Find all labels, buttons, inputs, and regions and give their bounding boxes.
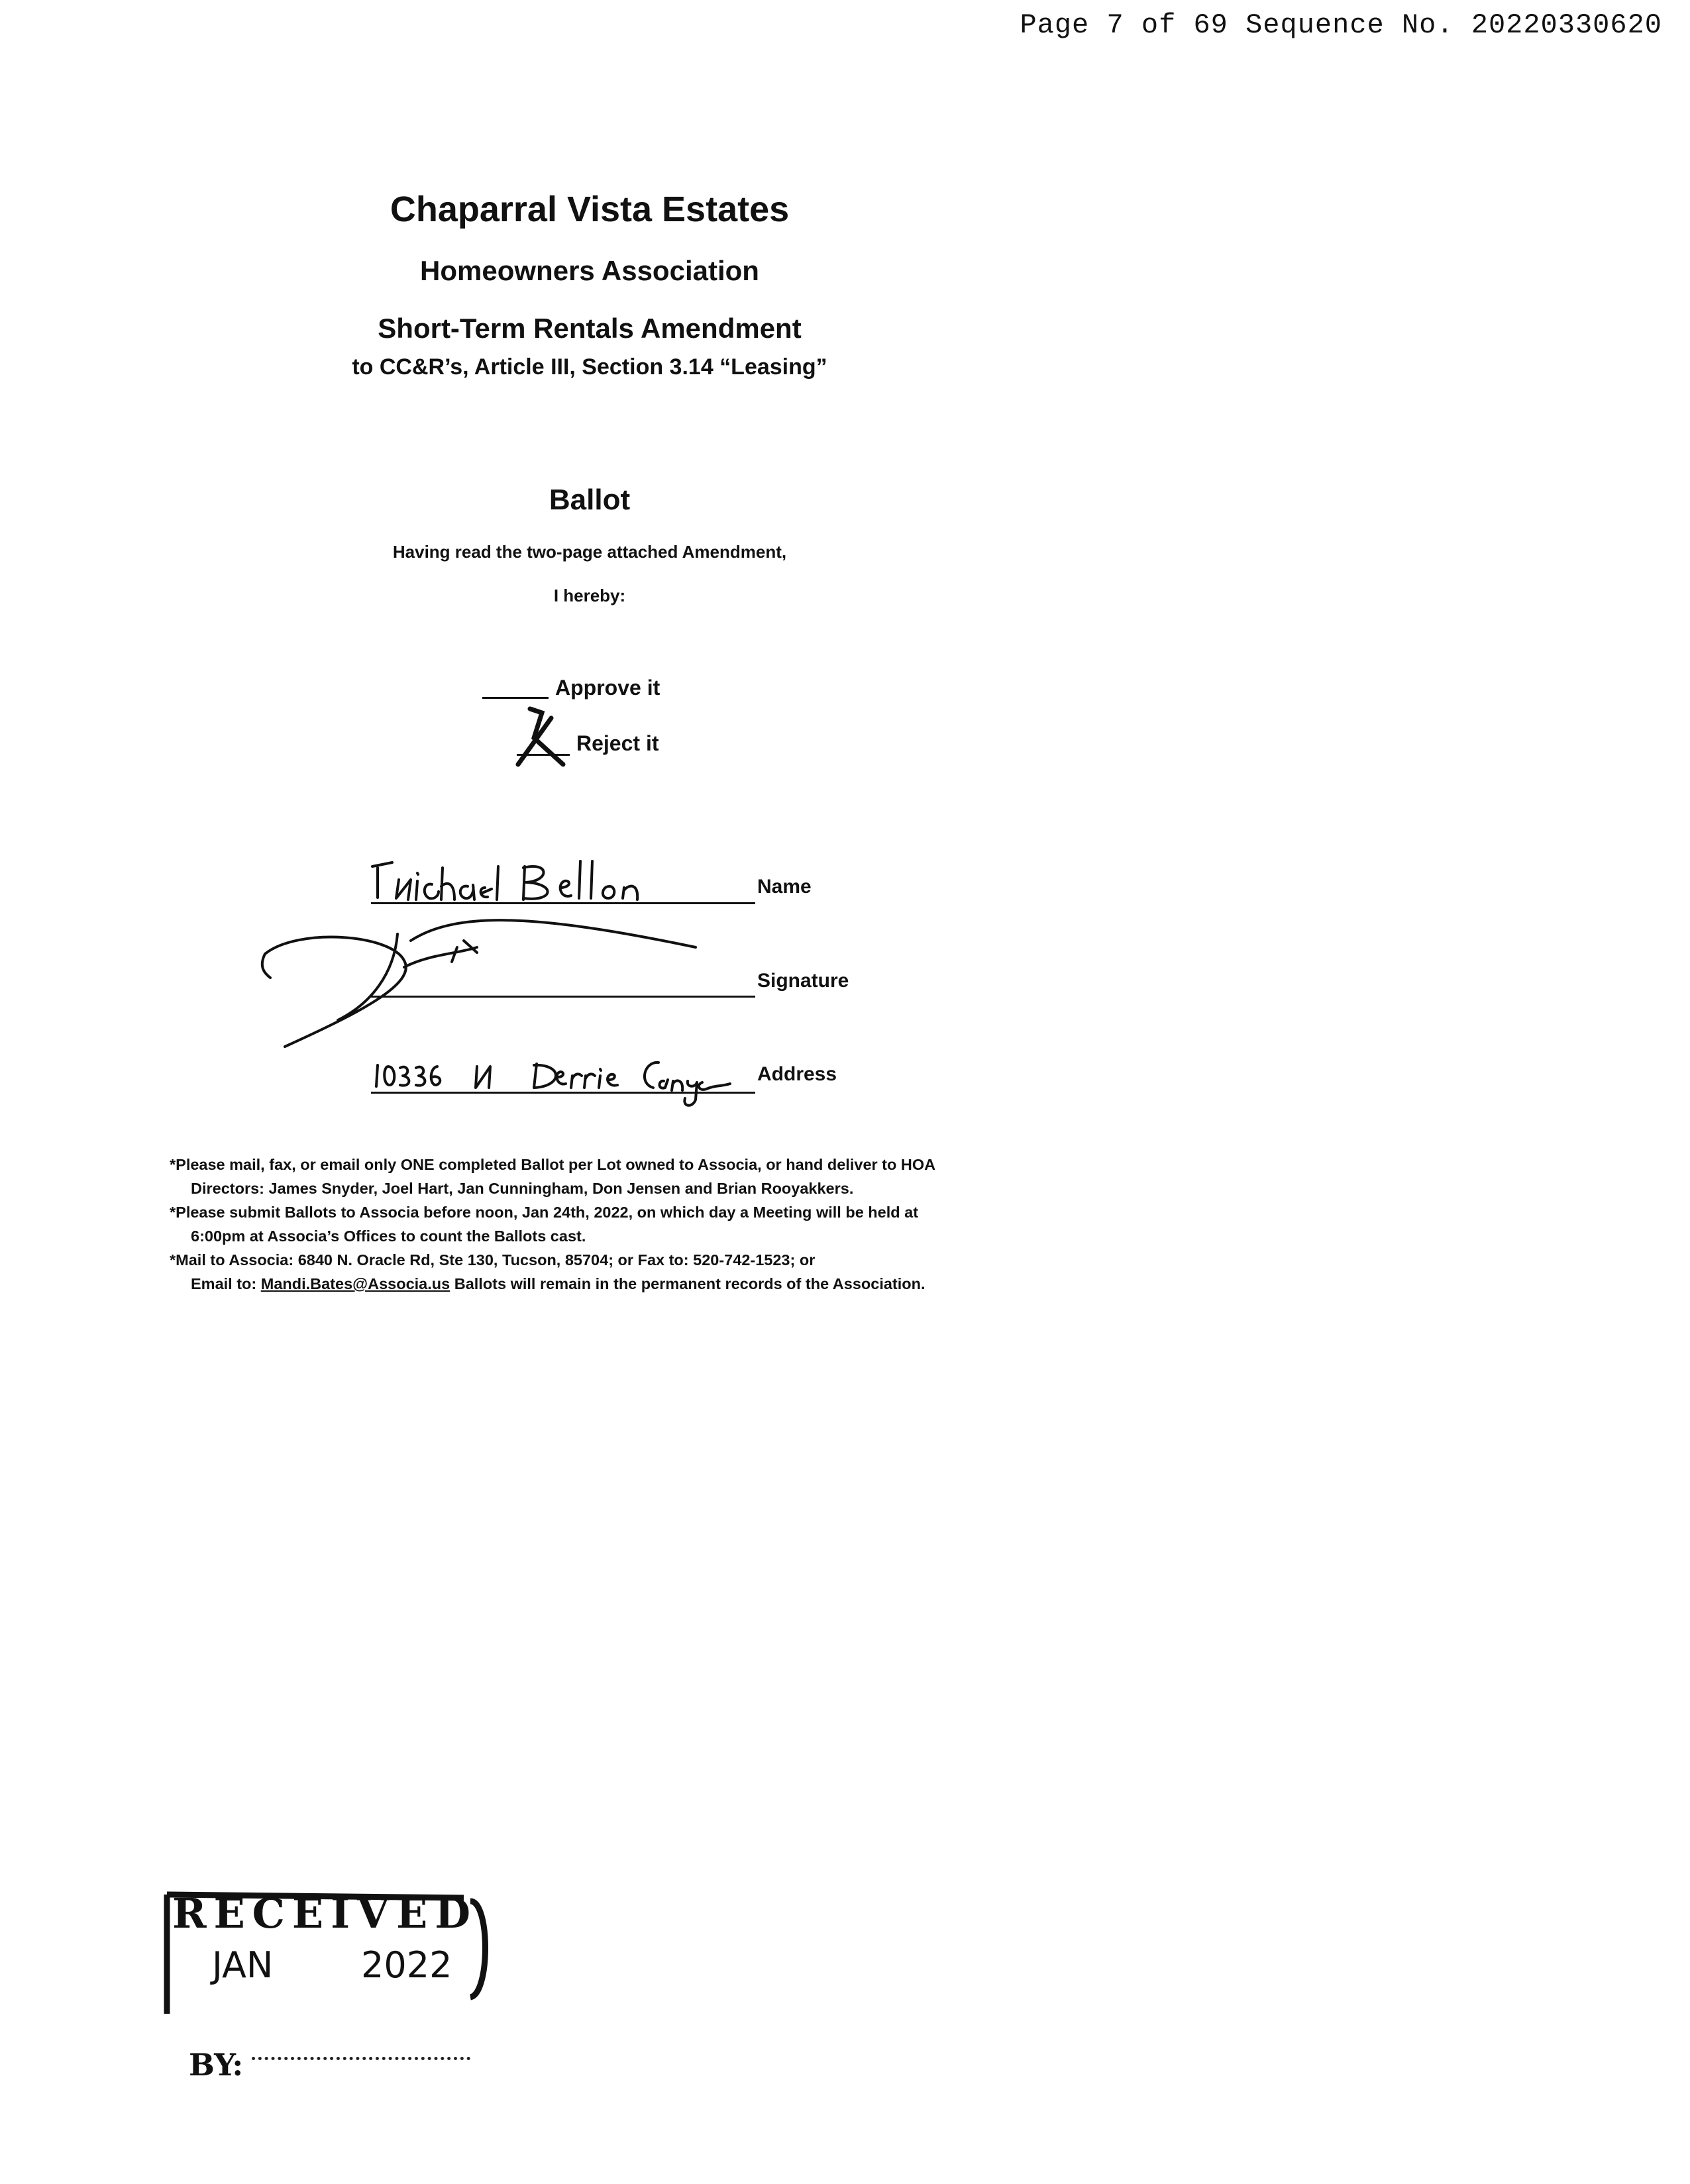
note-1-line-1: *Please mail, fax, or email only ONE completed Ballot per Lot owned to Associa, or hand deliver to HOA bbox=[170, 1156, 936, 1173]
ballot-hereby: I hereby: bbox=[553, 586, 626, 605]
stamp-by-label: BY: bbox=[189, 2047, 244, 2083]
association-type: Homeowners Association bbox=[420, 255, 759, 286]
ballot-title: Ballot bbox=[549, 484, 631, 516]
handwritten-address bbox=[376, 1063, 730, 1106]
address-field-label: Address bbox=[757, 1063, 837, 1085]
amendment-subtitle: to CC&R’s, Article III, Section 3.14 “Leasing” bbox=[352, 354, 827, 380]
handwritten-entries bbox=[258, 848, 855, 1126]
note-2-line-2: 6:00pm at Associa’s Offices to count the Ballots cast. bbox=[191, 1227, 586, 1245]
note-2-line-1: *Please submit Ballots to Associa before noon, Jan 24th, 2022, on which day a Meeting will be held at bbox=[170, 1204, 919, 1221]
signature-field-label: Signature bbox=[757, 970, 849, 992]
page-sequence-header: Page 7 of 69 Sequence No. 20220330620 bbox=[1020, 9, 1662, 41]
reject-option-label: Reject it bbox=[576, 731, 659, 755]
handwritten-name bbox=[372, 861, 637, 900]
note-1-line-2: Directors: James Snyder, Joel Hart, Jan Cunningham, Don Jensen and Brian Rooyakkers. bbox=[191, 1180, 854, 1197]
amendment-title: Short-Term Rentals Amendment bbox=[378, 313, 802, 344]
note-3-line-2 bbox=[170, 1272, 1044, 1296]
ballot-instructions bbox=[170, 1153, 1044, 1296]
email-link[interactable]: Mandi.Bates@Associa.us bbox=[260, 1275, 450, 1292]
approve-checkline[interactable] bbox=[482, 697, 549, 699]
ballot-intro: Having read the two-page attached Amendment, bbox=[392, 542, 787, 562]
approve-option-label: Approve it bbox=[555, 676, 660, 700]
name-field-label: Name bbox=[757, 876, 812, 898]
stamp-by-dotted-line bbox=[252, 2057, 470, 2060]
email-prefix: Email to: bbox=[191, 1275, 257, 1292]
stamp-year: 2022 bbox=[361, 1944, 452, 1986]
received-stamp-word: RECEIVED bbox=[172, 1889, 470, 1938]
signature-scribble bbox=[262, 920, 696, 1047]
stamp-month: JAN bbox=[212, 1944, 274, 1986]
email-suffix: Ballots will remain in the permanent records of the Association. bbox=[454, 1275, 925, 1292]
reject-x-mark bbox=[503, 703, 576, 770]
note-3-line-1: *Mail to Associa: 6840 N. Oracle Rd, Ste 130, Tucson, 85704; or Fax to: 520-742-1523; or bbox=[170, 1251, 816, 1269]
association-name: Chaparral Vista Estates bbox=[390, 189, 790, 229]
